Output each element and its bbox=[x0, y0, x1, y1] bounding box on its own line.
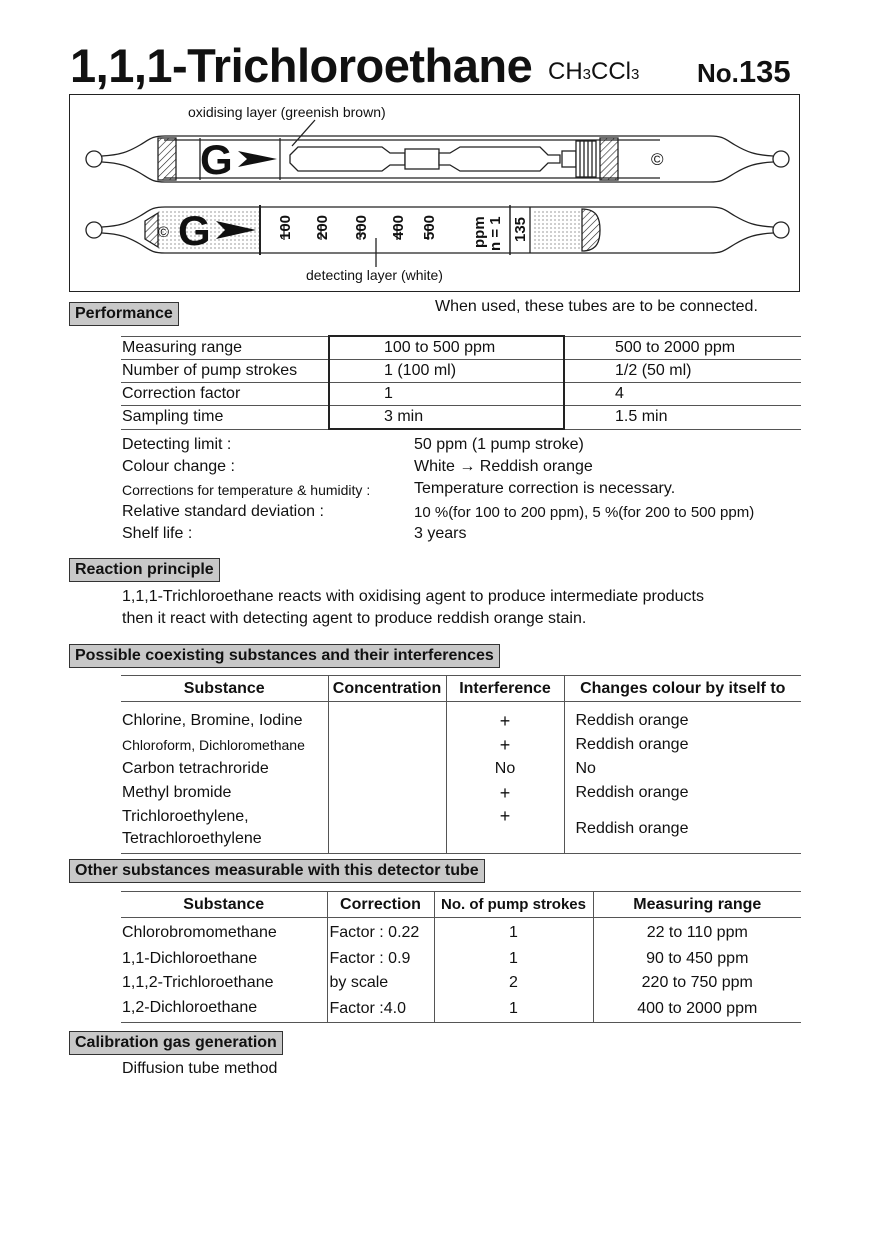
formula-part: CCl bbox=[591, 58, 632, 85]
concentration-cell bbox=[328, 757, 446, 781]
colour-change-cell: Reddish orange bbox=[564, 781, 801, 805]
reaction-text: 1,1,1-Trichloroethane reacts with oxidising agent to produce intermediate products bbox=[122, 588, 704, 605]
reaction-text: then it react with detecting agent to produce reddish orange stain. bbox=[122, 610, 587, 627]
scale-tick-label: 100 bbox=[277, 214, 294, 240]
row-label: Sampling time bbox=[121, 406, 329, 430]
spec-label: Relative standard deviation : bbox=[122, 503, 324, 520]
substance-line: Trichloroethylene, bbox=[122, 808, 249, 825]
spec-value: 10 %(for 100 to 200 ppm), 5 %(for 200 to 500 ppm) bbox=[414, 504, 755, 521]
table-header-row bbox=[121, 676, 801, 702]
colour-change-cell: Reddish orange bbox=[564, 702, 801, 734]
substance-cell: 1,1,2-Trichloroethane bbox=[122, 974, 274, 991]
column-header: No. of pump strokes bbox=[434, 892, 593, 918]
concentration-cell bbox=[328, 702, 446, 734]
correction-cell: Factor : 0.22 bbox=[327, 918, 434, 948]
table-row bbox=[121, 918, 801, 948]
spec-value: Temperature correction is necessary. bbox=[414, 480, 676, 497]
column-header: Correction bbox=[327, 892, 434, 918]
table-row bbox=[121, 757, 801, 781]
row-label: Number of pump strokes bbox=[121, 360, 329, 383]
colour-change-cell: Reddish orange bbox=[564, 805, 801, 854]
range-high-value: 1/2 (50 ml) bbox=[564, 360, 801, 383]
substance-cell: 1,1-Dichloroethane bbox=[122, 950, 258, 967]
colour-change-cell: Reddish orange bbox=[564, 733, 801, 757]
column-header: Concentration bbox=[328, 676, 446, 702]
measuring-range-cell: 400 to 2000 ppm bbox=[593, 995, 801, 1023]
range-low-value: 1 bbox=[329, 383, 564, 406]
correction-cell: by scale bbox=[327, 971, 434, 995]
spec-label: Detecting limit : bbox=[122, 436, 232, 453]
scale-tick-label: 500 bbox=[421, 214, 438, 240]
substance-cell: 1,2-Dichloroethane bbox=[121, 995, 327, 1023]
row-label: Measuring range bbox=[121, 336, 329, 360]
substance-cell: Chloroform, Dichloromethane bbox=[122, 737, 305, 753]
table-row bbox=[121, 336, 801, 360]
spec-value: White → Reddish orange bbox=[414, 458, 593, 475]
column-header: Substance bbox=[121, 892, 327, 918]
logo-g: G bbox=[200, 136, 233, 183]
concentration-cell bbox=[328, 733, 446, 757]
pump-strokes-cell: 2 bbox=[434, 971, 593, 995]
interferences-heading: Possible coexisting substances and their interferences bbox=[69, 644, 500, 668]
copyright-icon: © bbox=[158, 224, 170, 241]
interference-cell: + bbox=[446, 702, 564, 734]
tube-number-heading bbox=[697, 54, 791, 90]
substance-cell: Chlorobromomethane bbox=[122, 924, 277, 941]
concentration-cell bbox=[328, 781, 446, 805]
table-row bbox=[121, 383, 801, 406]
range-low-value: 1 (100 ml) bbox=[329, 360, 564, 383]
calibration-text: Diffusion tube method bbox=[122, 1060, 278, 1077]
table-row bbox=[121, 360, 801, 383]
table-row bbox=[121, 781, 801, 805]
measuring-range-cell: 22 to 110 ppm bbox=[593, 918, 801, 948]
document-title: 1,1,1-Trichloroethane bbox=[70, 39, 533, 92]
table-row bbox=[121, 995, 801, 1023]
performance-heading: Performance bbox=[69, 302, 179, 326]
pump-strokes-cell: 1 bbox=[434, 947, 593, 971]
table-row bbox=[121, 702, 801, 734]
range-low-value: 100 to 500 ppm bbox=[329, 336, 564, 360]
formula-subscript: 3 bbox=[631, 66, 640, 83]
spec-label: Shelf life : bbox=[122, 525, 193, 542]
substance-cell: Methyl bromide bbox=[122, 784, 232, 801]
reaction-heading: Reaction principle bbox=[69, 558, 220, 582]
logo-g: G bbox=[178, 207, 211, 254]
spec-value: 50 ppm (1 pump stroke) bbox=[414, 436, 584, 453]
tube-code-label: 135 bbox=[512, 216, 529, 242]
pump-strokes-cell: 1 bbox=[434, 995, 593, 1023]
scale-unit-ppm: ppm bbox=[471, 216, 488, 248]
substance-cell: Carbon tetrachroride bbox=[122, 760, 269, 777]
tube-diagram bbox=[69, 94, 800, 292]
spec-label: Corrections for temperature & humidity : bbox=[122, 482, 371, 498]
correction-cell: Factor :4.0 bbox=[327, 995, 434, 1023]
other-substances-heading: Other substances measurable with this detector tube bbox=[69, 859, 485, 883]
formula-subscript: 3 bbox=[582, 66, 592, 83]
detecting-layer-label: detecting layer (white) bbox=[306, 267, 443, 283]
scale-tick-label: 400 bbox=[390, 214, 407, 240]
interference-cell: No bbox=[446, 757, 564, 781]
calibration-heading: Calibration gas generation bbox=[69, 1031, 283, 1055]
scale-unit-strokes: n = 1 bbox=[487, 216, 504, 251]
scale-tick-label: 300 bbox=[353, 214, 370, 240]
range-high-value: 1.5 min bbox=[564, 406, 801, 430]
column-header: Measuring range bbox=[593, 892, 801, 918]
number-prefix: No. bbox=[697, 58, 739, 88]
table-row bbox=[121, 971, 801, 995]
measuring-range-cell: 90 to 450 ppm bbox=[593, 947, 801, 971]
interference-cell: + bbox=[446, 733, 564, 757]
interference-cell: + bbox=[446, 781, 564, 805]
column-header: Interference bbox=[446, 676, 564, 702]
table-row bbox=[121, 805, 801, 854]
number-value: 135 bbox=[738, 54, 791, 89]
column-header: Changes colour by itself to bbox=[564, 676, 801, 702]
measuring-range-cell: 220 to 750 ppm bbox=[593, 971, 801, 995]
other-substances-table bbox=[121, 891, 801, 1023]
range-low-value: 3 min bbox=[329, 406, 564, 430]
row-label: Correction factor bbox=[121, 383, 329, 406]
scale-tick-label: 200 bbox=[314, 214, 331, 240]
tube-drawing bbox=[70, 95, 801, 293]
oxidising-tube bbox=[86, 120, 789, 182]
spec-value: 3 years bbox=[414, 525, 467, 542]
oxidising-layer-label: oxidising layer (greenish brown) bbox=[188, 104, 386, 120]
range-high-value: 500 to 2000 ppm bbox=[564, 336, 801, 360]
range-high-value: 4 bbox=[564, 383, 801, 406]
performance-table bbox=[121, 335, 801, 430]
pump-strokes-cell: 1 bbox=[434, 918, 593, 948]
chemical-formula bbox=[548, 58, 639, 86]
table-row bbox=[121, 406, 801, 430]
substance-cell: Chlorine, Bromine, Iodine bbox=[122, 712, 303, 729]
interference-cell: + bbox=[446, 805, 564, 854]
colour-change-cell: No bbox=[564, 757, 801, 781]
table-header-row bbox=[121, 892, 801, 918]
interferences-table bbox=[121, 675, 801, 854]
correction-cell: Factor : 0.9 bbox=[327, 947, 434, 971]
table-row bbox=[121, 947, 801, 971]
substance-line: Tetrachloroethylene bbox=[122, 830, 262, 847]
connection-note: When used, these tubes are to be connected. bbox=[435, 298, 758, 315]
substance-cell bbox=[121, 805, 328, 854]
flow-arrow-icon bbox=[238, 151, 277, 167]
column-header: Substance bbox=[121, 676, 328, 702]
table-row bbox=[121, 733, 801, 757]
concentration-cell bbox=[328, 805, 446, 854]
copyright-icon: © bbox=[651, 150, 664, 169]
formula-part: CH bbox=[548, 58, 583, 85]
spec-label: Colour change : bbox=[122, 458, 235, 475]
